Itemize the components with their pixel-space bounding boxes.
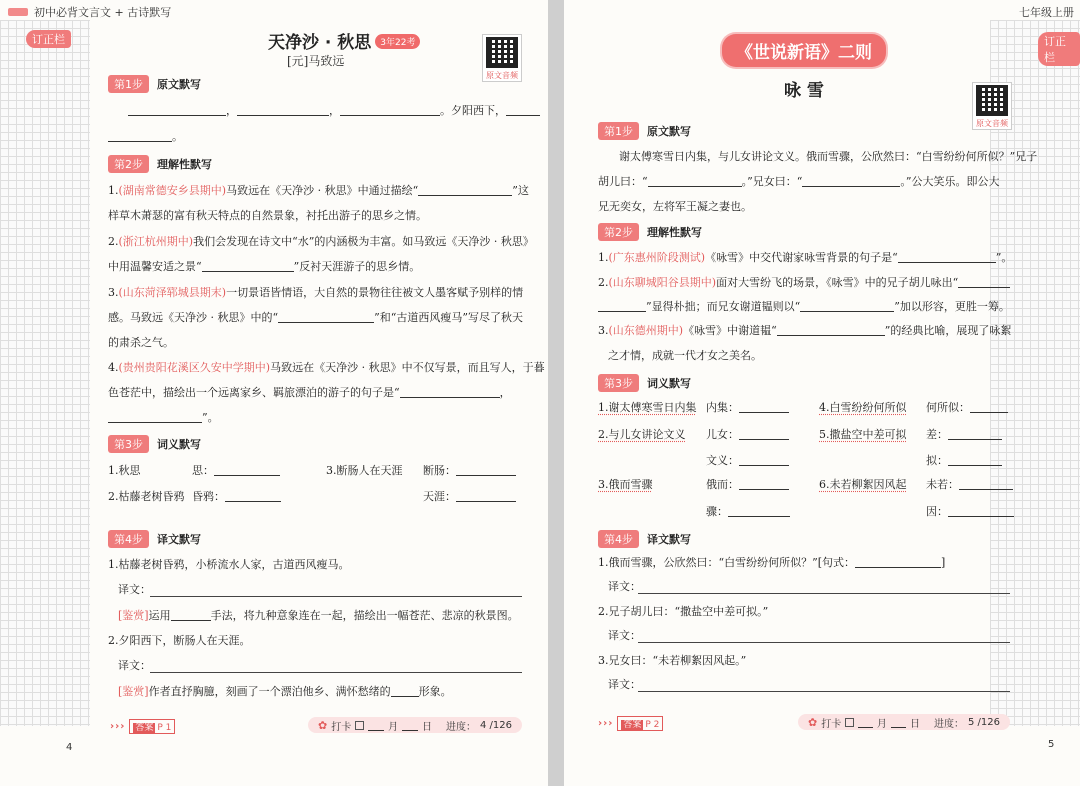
question-4-line-2 bbox=[108, 386, 511, 400]
answer-blank[interactable] bbox=[598, 301, 646, 312]
answer-blank[interactable] bbox=[202, 261, 294, 272]
answer-blank[interactable] bbox=[948, 455, 1002, 466]
translate-sentence-3: 3.兄女曰：“未若柳絮因风起。” bbox=[598, 654, 747, 667]
answer-blank[interactable] bbox=[802, 176, 900, 187]
arrows-icon: ››› bbox=[110, 721, 126, 732]
translate-sentence-1: 1.枯藤老树昏鸦，小桥流水人家，古道西风瘦马。 bbox=[108, 558, 350, 571]
answer-blank[interactable] bbox=[739, 455, 789, 466]
checkin-checkbox[interactable] bbox=[355, 721, 364, 730]
left-correction-grid bbox=[0, 20, 90, 726]
running-head-text: 初中必背文言文 + 古诗默写 bbox=[34, 6, 172, 19]
vocab-word-text: 2.与儿女讲论文义 bbox=[598, 428, 686, 441]
translate-sentence-1 bbox=[598, 556, 945, 570]
right-running-head bbox=[1019, 4, 1074, 20]
vocab-key: 差： bbox=[926, 428, 948, 441]
answer-blank[interactable] bbox=[108, 412, 202, 423]
translate-label: 译文： bbox=[608, 629, 641, 642]
vocab-word bbox=[819, 401, 907, 415]
answer-blank[interactable] bbox=[739, 402, 789, 413]
translate-text: ] bbox=[941, 556, 946, 569]
vocab-item bbox=[706, 505, 790, 519]
appreciation-1 bbox=[118, 609, 519, 623]
answer-blank[interactable] bbox=[171, 610, 211, 621]
vocab-item bbox=[926, 428, 1002, 442]
qr-label: 原文音频 bbox=[486, 71, 518, 80]
vocab-word-text: 6.未若柳絮因风起 bbox=[819, 478, 907, 491]
vocab-item bbox=[706, 401, 789, 415]
question-number: 1. bbox=[598, 251, 609, 264]
translate-label: 译文： bbox=[118, 583, 151, 596]
translate-label: 译文： bbox=[608, 678, 641, 691]
question-2-line-2 bbox=[598, 300, 1010, 314]
vocab-item bbox=[192, 464, 280, 478]
question-text: ”这 bbox=[512, 184, 529, 197]
translation-answer-line[interactable] bbox=[150, 596, 522, 597]
checkin-label: 打卡 bbox=[331, 721, 352, 733]
question-text: 马致远在《天净沙 · 秋思》中不仅写景，而且写人，于暮 bbox=[270, 361, 545, 374]
translation-answer-line[interactable] bbox=[638, 642, 1010, 643]
answer-blank[interactable] bbox=[278, 312, 374, 323]
vocab-item bbox=[706, 454, 789, 468]
recite-line-3: 兄无奕女，左将军王凝之妻也。 bbox=[598, 200, 752, 213]
correction-tag: 订正栏 bbox=[26, 30, 71, 48]
answer-blank[interactable] bbox=[739, 479, 789, 490]
vocab-key: 未若： bbox=[926, 478, 959, 491]
checkin-bar bbox=[798, 714, 1010, 730]
qr-code-icon bbox=[976, 85, 1008, 116]
translation-answer-line[interactable] bbox=[638, 593, 1010, 594]
checkin-checkbox[interactable] bbox=[845, 718, 854, 727]
qr-label: 原文音频 bbox=[976, 119, 1008, 128]
vocab-item bbox=[423, 490, 516, 504]
vocab-word: 2.枯藤老树昏鸦 bbox=[108, 490, 185, 503]
step-badge: 第4步 bbox=[108, 530, 149, 548]
vocab-key: 儿女： bbox=[706, 428, 739, 441]
answer-blank[interactable] bbox=[959, 479, 1013, 490]
month-label: 月 bbox=[876, 718, 887, 730]
question-1-line-2: 样草木萧瑟的富有秋天特点的自然景象，衬托出游子的思乡之情。 bbox=[108, 209, 427, 222]
appreciation-text: 运用 bbox=[148, 609, 171, 622]
step-name: 理解性默写 bbox=[647, 226, 702, 239]
question-text: ”的经典比喻，展现了咏絮 bbox=[884, 324, 1012, 337]
question-source: (浙江杭州期中) bbox=[118, 235, 194, 248]
question-text: ”反衬天涯游子的思乡情。 bbox=[293, 260, 421, 273]
vocab-key: 何所似： bbox=[926, 401, 970, 414]
question-text: 一切景语皆情语，大自然的景物往往被文人墨客赋予别样的情 bbox=[226, 286, 524, 299]
vocab-key: 俄而： bbox=[706, 478, 739, 491]
translation-answer-line[interactable] bbox=[638, 691, 1010, 692]
step-2-header bbox=[108, 155, 212, 173]
recite-line-2 bbox=[108, 130, 183, 144]
question-text: 中用温馨安适之景“ bbox=[108, 260, 202, 273]
question-text: ”显得朴拙；而兄女谢道韫则以“ bbox=[646, 300, 801, 313]
answer-blank[interactable] bbox=[128, 105, 226, 116]
recite-line-1: 谢太傅寒雪日内集，与儿女讲论文义。俄而雪骤，公欣然曰：“白雪纷纷何所似？”兄子 bbox=[619, 150, 1038, 163]
question-source: (山东菏泽郓城县期末) bbox=[118, 286, 227, 299]
appreciation-text: 手法，将九种意象连在一起，描绘出一幅苍茫、悲凉的秋景图。 bbox=[210, 609, 519, 622]
step-name: 原文默写 bbox=[647, 125, 691, 138]
step-name: 词义默写 bbox=[647, 377, 691, 390]
recite-text: 。”公大笑乐。即公大 bbox=[900, 175, 1000, 188]
answer-blank[interactable] bbox=[777, 325, 885, 336]
vocab-word-text: 3.俄而雪骤 bbox=[598, 478, 653, 491]
question-text: 马致远在《天净沙 · 秋思》中通过描绘“ bbox=[226, 184, 419, 197]
poem-title-text: 天净沙 · 秋思 bbox=[268, 33, 372, 53]
step-2-header bbox=[598, 223, 702, 241]
appreciation-text: 形象。 bbox=[418, 685, 452, 698]
progress-label: 进度： bbox=[934, 718, 965, 730]
recite-line-2 bbox=[598, 175, 1000, 189]
checkin-label: 打卡 bbox=[821, 718, 842, 730]
left-running-head bbox=[8, 4, 171, 20]
vocab-item bbox=[926, 478, 1013, 492]
day-label: 日 bbox=[910, 718, 921, 730]
answer-blank[interactable] bbox=[728, 506, 790, 517]
step-name: 译文默写 bbox=[157, 533, 201, 546]
month-label: 月 bbox=[388, 721, 399, 733]
question-1-line-1 bbox=[108, 184, 529, 198]
audio-qr-code[interactable] bbox=[482, 34, 522, 82]
vocab-key: 因： bbox=[926, 505, 948, 518]
answer-page-ref: P 2 bbox=[645, 720, 660, 730]
checkin-icon: ✿ bbox=[318, 718, 328, 732]
step-4-header bbox=[108, 530, 201, 548]
right-page bbox=[564, 0, 1080, 786]
answer-blank[interactable] bbox=[739, 429, 789, 440]
question-number: 2. bbox=[108, 235, 119, 248]
exam-count-badge: 3年22考 bbox=[375, 34, 420, 49]
appreciation-tag: [鉴赏] bbox=[118, 609, 149, 622]
step-1-header bbox=[598, 122, 691, 140]
appreciation-tag: [鉴赏] bbox=[118, 685, 149, 698]
vocab-key: 思： bbox=[192, 464, 214, 477]
day-blank[interactable] bbox=[402, 720, 418, 731]
question-text: 色苍茫中，描绘出一个远离家乡、羁旅漂泊的游子的句子是“ bbox=[108, 386, 400, 399]
recite-line-1: ， ， 。夕阳西下， bbox=[128, 104, 540, 118]
question-source: (贵州贵阳花溪区久安中学期中) bbox=[118, 361, 271, 374]
question-2-line-2 bbox=[108, 260, 420, 274]
answer-blank[interactable] bbox=[648, 176, 742, 187]
step-name: 原文默写 bbox=[157, 78, 201, 91]
translate-sentence-2: 2.兄子胡儿曰：“撒盐空中差可拟。” bbox=[598, 605, 769, 618]
question-3-line-3: 的肃杀之气。 bbox=[108, 336, 174, 349]
vocab-word bbox=[598, 478, 653, 492]
recite-text: 。夕阳西下， bbox=[440, 104, 506, 117]
answer-blank[interactable] bbox=[418, 185, 512, 196]
answer-blank[interactable] bbox=[108, 131, 172, 142]
arrows-icon: ››› bbox=[598, 718, 614, 729]
answer-tag-mark: 答案 bbox=[135, 723, 154, 733]
vocab-item bbox=[926, 401, 1008, 415]
appreciation-text: 作者直抒胸臆，刻画了一个漂泊他乡、满怀愁绪的 bbox=[148, 685, 391, 698]
question-text: ， bbox=[499, 386, 511, 399]
recite-text: 。”兄女曰：“ bbox=[741, 175, 803, 188]
correction-tag: 订正栏 bbox=[1038, 32, 1080, 66]
question-number: 4. bbox=[108, 361, 119, 374]
qr-code-icon bbox=[486, 37, 518, 68]
answer-blank[interactable] bbox=[391, 686, 419, 697]
question-text: 面对大雪纷飞的场景，《咏雪》中的兄子胡儿咏出“ bbox=[716, 276, 959, 289]
chapter-banner: 《世说新语》二则 bbox=[722, 34, 886, 67]
vocab-item bbox=[706, 478, 789, 492]
vocab-key: 文义： bbox=[706, 454, 739, 467]
recite-text: 。 bbox=[172, 130, 183, 143]
page-number: 5 bbox=[1048, 739, 1055, 750]
vocab-key: 骤： bbox=[706, 505, 728, 518]
step-3-header bbox=[598, 374, 691, 392]
vocab-word: 3.断肠人在天涯 bbox=[326, 464, 403, 477]
progress-value: 5 /126 bbox=[968, 716, 1001, 728]
question-text: ”加以形容，更胜一筹。 bbox=[894, 300, 1010, 313]
question-source: (山东聊城阳谷县期中) bbox=[608, 276, 717, 289]
vocab-item bbox=[423, 464, 516, 478]
answer-tag-mark: 答案 bbox=[623, 720, 642, 730]
answer-blank[interactable] bbox=[237, 105, 329, 116]
vocab-word-text: 5.撒盐空中差可拟 bbox=[819, 428, 907, 441]
answer-reference bbox=[598, 716, 663, 731]
vocab-word bbox=[598, 401, 697, 415]
answer-page-ref: P 1 bbox=[157, 723, 172, 733]
question-number: 3. bbox=[598, 324, 609, 337]
appreciation-2 bbox=[118, 685, 452, 699]
vocab-key: 内集： bbox=[706, 401, 739, 414]
question-text: 我们会发现在诗文中“水”的内涵极为丰富。如马致远《天净沙 · 秋思》 bbox=[193, 235, 534, 248]
sentence-pattern-blank[interactable] bbox=[855, 557, 941, 568]
vocab-word-text: 4.白雪纷纷何所似 bbox=[819, 401, 907, 414]
step-name: 词义默写 bbox=[157, 438, 201, 451]
step-badge: 第1步 bbox=[108, 75, 149, 93]
answer-blank[interactable] bbox=[800, 301, 894, 312]
step-badge: 第1步 bbox=[598, 122, 639, 140]
step-badge: 第4步 bbox=[598, 530, 639, 548]
poem-title bbox=[268, 28, 420, 53]
answer-blank[interactable] bbox=[506, 105, 540, 116]
answer-blank[interactable] bbox=[456, 465, 516, 476]
question-3-line-1 bbox=[598, 324, 1011, 338]
vocab-key: 拟： bbox=[926, 454, 948, 467]
translation-answer-line[interactable] bbox=[150, 672, 522, 673]
progress-value: 4 /126 bbox=[479, 719, 512, 731]
vocab-word-text: 1.谢太傅寒雪日内集 bbox=[598, 401, 697, 414]
question-2-line-1 bbox=[108, 235, 534, 249]
question-text: 《咏雪》中交代谢家咏雪背景的句子是“ bbox=[705, 251, 898, 264]
step-badge: 第3步 bbox=[108, 435, 149, 453]
running-head-text: 七年级上册 bbox=[1019, 6, 1074, 19]
step-1-header bbox=[108, 75, 201, 93]
answer-page-tag bbox=[617, 716, 663, 731]
checkin-bar bbox=[308, 717, 522, 733]
translate-label: 译文： bbox=[118, 659, 151, 672]
answer-blank[interactable] bbox=[898, 252, 996, 263]
answer-blank[interactable] bbox=[948, 429, 1002, 440]
question-4-line-1 bbox=[108, 361, 545, 375]
question-3-line-2: 之才情，成就一代才女之美名。 bbox=[608, 349, 762, 362]
poem-author: [元]马致远 bbox=[287, 54, 345, 68]
question-3-line-2 bbox=[108, 311, 523, 325]
answer-blank[interactable] bbox=[400, 387, 500, 398]
running-head-bar-icon bbox=[8, 8, 28, 16]
answer-blank[interactable] bbox=[970, 402, 1008, 413]
answer-blank[interactable] bbox=[948, 506, 1014, 517]
question-text: 《咏雪》中谢道韫“ bbox=[683, 324, 777, 337]
question-number: 3. bbox=[108, 286, 119, 299]
translate-sentence-2: 2.夕阳西下，断肠人在天涯。 bbox=[108, 634, 251, 647]
question-source: (广东惠州阶段测试) bbox=[608, 251, 706, 264]
day-blank[interactable] bbox=[891, 717, 906, 728]
question-1-line-1 bbox=[598, 251, 1012, 265]
vocab-item bbox=[926, 454, 1002, 468]
step-badge: 第2步 bbox=[108, 155, 149, 173]
month-blank[interactable] bbox=[858, 717, 873, 728]
answer-blank[interactable] bbox=[340, 105, 440, 116]
answer-blank[interactable] bbox=[214, 465, 280, 476]
question-number: 2. bbox=[598, 276, 609, 289]
vocab-key: 天涯： bbox=[423, 490, 456, 503]
vocab-item bbox=[706, 428, 789, 442]
answer-blank[interactable] bbox=[225, 491, 281, 502]
vocab-word bbox=[598, 428, 686, 442]
progress-label: 进度： bbox=[445, 721, 476, 733]
month-blank[interactable] bbox=[368, 720, 384, 731]
vocab-key: 昏鸦： bbox=[192, 490, 225, 503]
question-text: ”和“古道西风瘦马”写尽了秋天 bbox=[374, 311, 523, 324]
question-2-line-1 bbox=[598, 276, 1010, 290]
answer-page-tag bbox=[129, 719, 175, 734]
question-4-line-3 bbox=[108, 411, 219, 425]
question-text: ”。 bbox=[202, 411, 219, 424]
recite-text: 胡儿曰：“ bbox=[598, 175, 648, 188]
poem-title: 咏 雪 bbox=[784, 81, 824, 101]
step-name: 译文默写 bbox=[647, 533, 691, 546]
vocab-word bbox=[819, 478, 907, 492]
question-text: 感。马致远《天净沙 · 秋思》中的“ bbox=[108, 311, 279, 324]
step-4-header bbox=[598, 530, 691, 548]
translate-label: 译文： bbox=[608, 580, 641, 593]
question-3-line-1 bbox=[108, 286, 523, 300]
question-number: 1. bbox=[108, 184, 119, 197]
question-text: ”。 bbox=[995, 251, 1013, 264]
answer-reference bbox=[110, 719, 175, 734]
answer-blank[interactable] bbox=[456, 491, 516, 502]
vocab-item bbox=[926, 505, 1014, 519]
checkin-icon: ✿ bbox=[808, 715, 818, 729]
vocab-item bbox=[192, 490, 281, 504]
question-source: (山东德州期中) bbox=[608, 324, 684, 337]
page-number: 4 bbox=[66, 742, 73, 753]
vocab-word bbox=[819, 428, 907, 442]
question-source: (湖南常德安乡县期中) bbox=[118, 184, 227, 197]
vocab-word: 1.秋思 bbox=[108, 464, 141, 477]
step-3-header bbox=[108, 435, 201, 453]
step-name: 理解性默写 bbox=[157, 158, 212, 171]
translate-text: 1.俄而雪骤，公欣然曰：“白雪纷纷何所似？”[句式： bbox=[598, 556, 856, 569]
vocab-key: 断肠： bbox=[423, 464, 456, 477]
step-badge: 第2步 bbox=[598, 223, 639, 241]
day-label: 日 bbox=[421, 721, 432, 733]
audio-qr-code[interactable] bbox=[972, 82, 1012, 130]
step-badge: 第3步 bbox=[598, 374, 639, 392]
answer-blank[interactable] bbox=[958, 277, 1010, 288]
